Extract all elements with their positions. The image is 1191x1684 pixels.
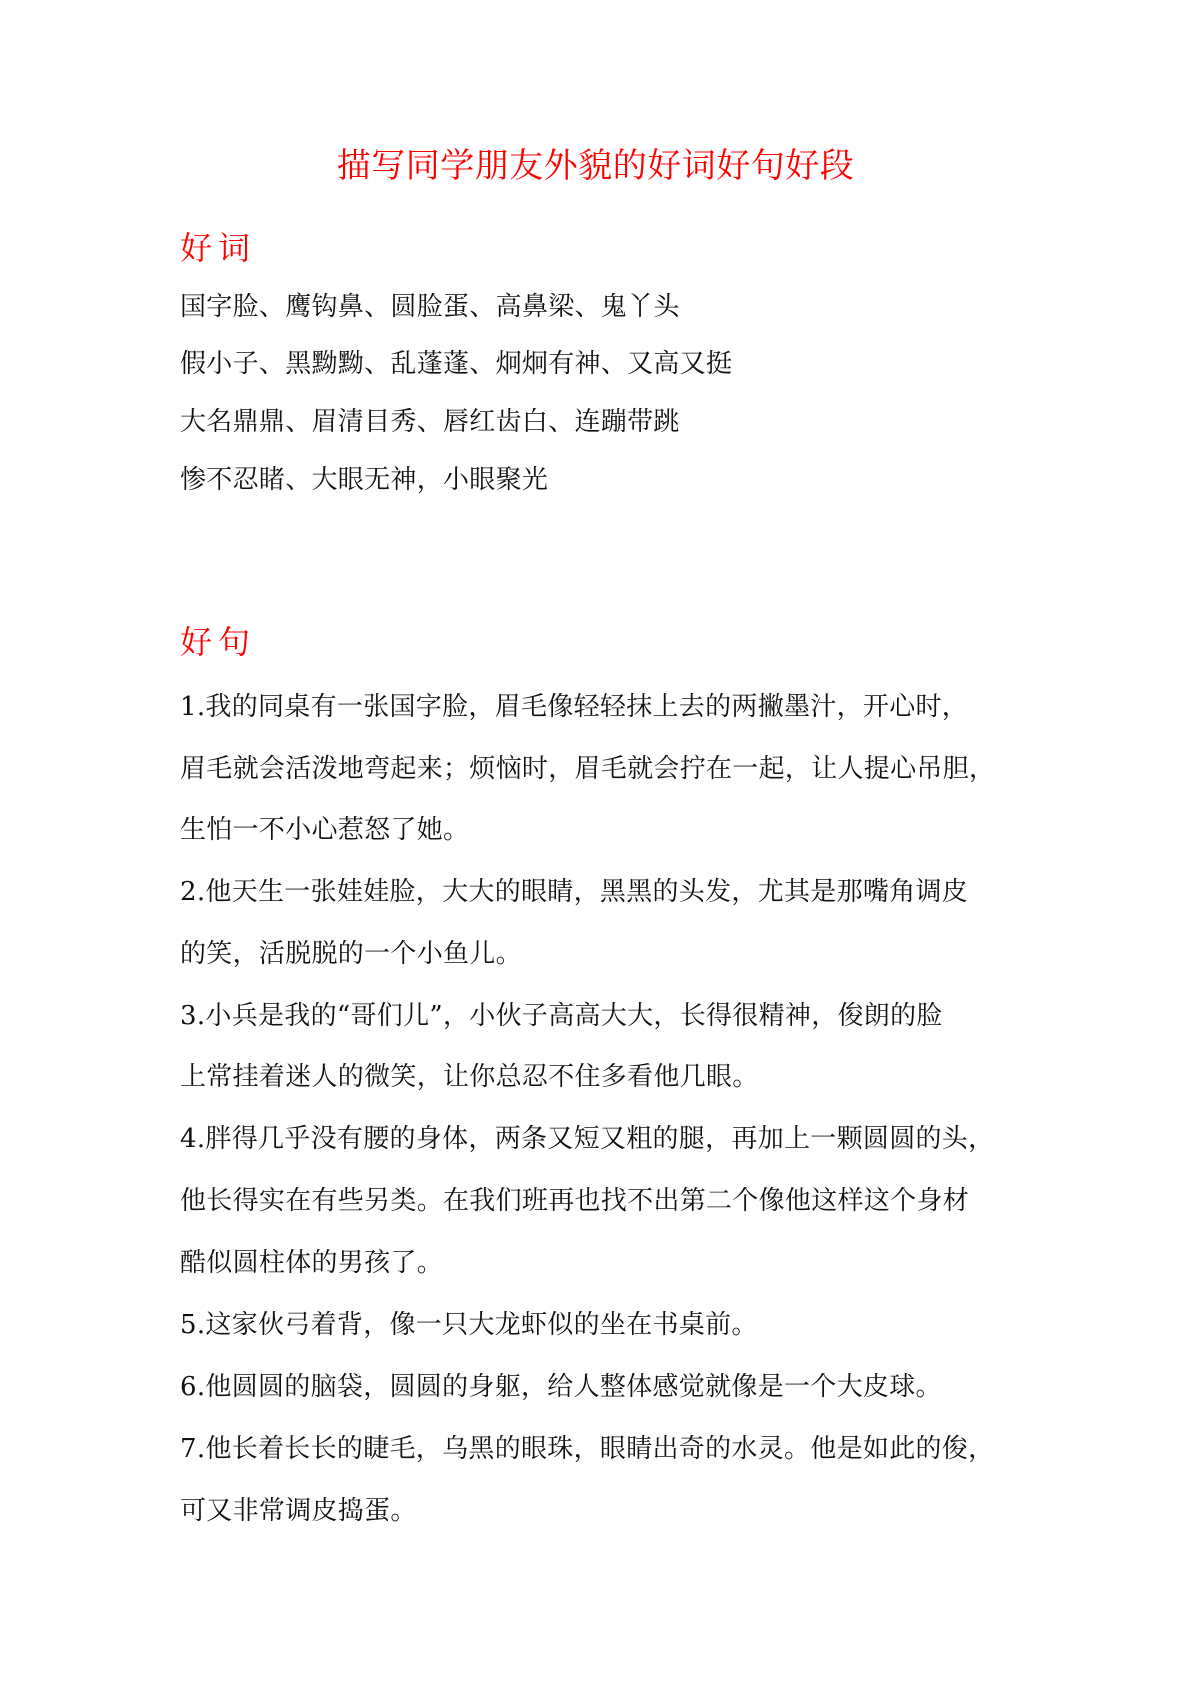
sentence-line: 5.这家伙弓着背，像一只大龙虾似的坐在书桌前。 <box>180 1310 758 1340</box>
sentence-line: 2.他天生一张娃娃脸，大大的眼睛，黑黑的头发，尤其是那嘴角调皮 <box>180 877 969 907</box>
word-line: 假小子、黑黝黝、乱蓬蓬、炯炯有神、又高又挺 <box>180 349 733 379</box>
sentence-line: 可又非常调皮捣蛋。 <box>180 1496 417 1526</box>
section-heading-good-sentences: 好句 <box>180 623 257 661</box>
sentence-line: 1.我的同桌有一张国字脸，眉毛像轻轻抹上去的两撇墨汁，开心时， <box>180 692 969 722</box>
sentence-line: 6.他圆圆的脑袋，圆圆的身躯，给人整体感觉就像是一个大皮球。 <box>180 1372 942 1402</box>
sentence-line: 上常挂着迷人的微笑，让你总忍不住多看他几眼。 <box>180 1062 759 1092</box>
sentence-line: 4.胖得几乎没有腰的身体，两条又短又粗的腿，再加上一颗圆圆的头， <box>180 1124 995 1154</box>
section-heading-good-words: 好词 <box>180 229 257 267</box>
word-line: 惨不忍睹、大眼无神，小眼聚光 <box>180 465 549 495</box>
sentence-line: 生怕一不小心惹怒了她。 <box>180 815 470 845</box>
sentence-line: 7.他长着长长的睫毛，乌黑的眼珠，眼睛出奇的水灵。他是如此的俊， <box>180 1434 995 1464</box>
word-line: 大名鼎鼎、眉清目秀、唇红齿白、连蹦带跳 <box>180 407 680 437</box>
page-title: 描写同学朋友外貌的好词好句好段 <box>336 146 855 186</box>
sentence-line: 他长得实在有些另类。在我们班再也找不出第二个像他这样这个身材 <box>180 1186 970 1216</box>
sentence-line: 3.小兵是我的“哥们儿”，小伙子高高大大，长得很精神，俊朗的脸 <box>180 1001 943 1031</box>
sentence-line: 的笑，活脱脱的一个小鱼儿。 <box>180 939 522 969</box>
word-line: 国字脸、鹰钩鼻、圆脸蛋、高鼻梁、鬼丫头 <box>180 292 680 322</box>
sentence-line: 酷似圆柱体的男孩了。 <box>180 1248 444 1278</box>
sentence-line: 眉毛就会活泼地弯起来；烦恼时，眉毛就会拧在一起，让人提心吊胆， <box>180 754 996 784</box>
